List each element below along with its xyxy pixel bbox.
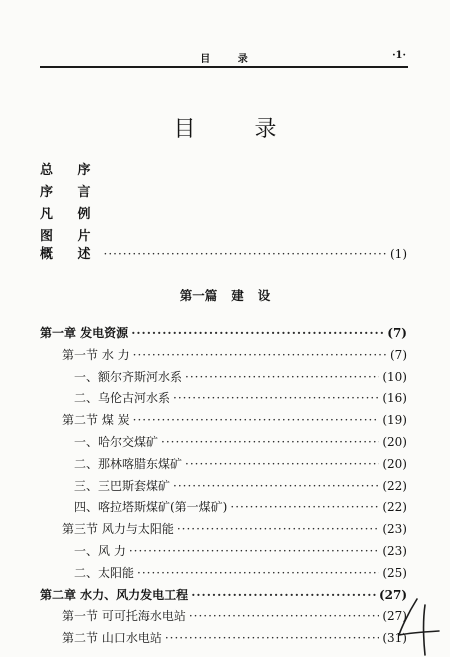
leader-dots: [185, 367, 379, 389]
toc-row: [40, 454, 407, 476]
toc-page: (23): [382, 522, 407, 537]
toc-label: 三、三巴斯套煤矿: [74, 478, 171, 493]
toc-label: 四、喀拉塔斯煤矿(第一煤矿): [74, 500, 228, 515]
part-title-word: 建: [231, 288, 244, 303]
table-of-contents: [40, 323, 407, 650]
toc-row: [40, 628, 407, 650]
front-matter-item: 图 片: [40, 229, 101, 244]
leader-dots: [173, 388, 379, 410]
toc-label: 第三节 风力与太阳能: [62, 522, 174, 537]
leader-dots: [104, 244, 387, 266]
toc-label: 第二节 煤 炭: [62, 413, 130, 428]
toc-page: (16): [382, 391, 407, 406]
leader-dots: [185, 454, 379, 476]
handwritten-page-mark: [395, 595, 445, 657]
running-header: [40, 50, 408, 64]
front-matter-item: 序 言: [40, 185, 101, 200]
toc-label: 一、风 力: [74, 543, 126, 558]
toc-label: 一、额尔齐斯河水系: [74, 369, 183, 384]
leader-dots: [177, 519, 380, 541]
toc-page: (22): [382, 478, 407, 493]
leader-dots: [173, 476, 379, 498]
leader-dots: [137, 563, 379, 585]
running-header-title: 目 录: [200, 54, 260, 65]
toc-row: [40, 606, 407, 628]
toc-label: 第一章 发电资源: [40, 326, 129, 340]
toc-row: [40, 476, 407, 498]
toc-row: [40, 541, 407, 563]
toc-row: [40, 410, 407, 432]
toc-label: 二、太阳能: [74, 565, 135, 580]
toc-row: [40, 497, 407, 519]
toc-row: [40, 432, 407, 454]
leader-dots: [230, 497, 379, 519]
toc-row-overview: [40, 244, 407, 266]
page-title: 目 录: [173, 117, 303, 142]
part-title-prefix: 第一篇: [179, 288, 218, 303]
toc-page: (7): [390, 347, 407, 362]
leader-dots: [161, 432, 379, 454]
toc-page: (23): [382, 543, 407, 558]
toc-row: [40, 563, 407, 585]
toc-label: 二、那林喀腊东煤矿: [74, 456, 183, 471]
toc-page: (20): [382, 456, 407, 471]
toc-page: (19): [382, 413, 407, 428]
toc-page: (20): [382, 434, 407, 449]
toc-page: (10): [382, 369, 407, 384]
front-matter-item: 凡 例: [40, 207, 101, 222]
toc-row: [40, 367, 407, 389]
leader-dots: [191, 585, 376, 607]
leader-dots: [133, 410, 380, 432]
page-number: ·1·: [392, 50, 406, 61]
toc-row: [40, 388, 407, 410]
toc-page: (27): [382, 609, 407, 624]
header-rule: [40, 66, 408, 68]
toc-label: 第一节 可可托海水电站: [62, 609, 186, 624]
leader-dots: [129, 541, 380, 563]
toc-row: [40, 519, 407, 541]
toc-page: (31): [382, 631, 407, 646]
leader-dots: [165, 628, 380, 650]
leader-dots: [133, 345, 387, 367]
toc-label: 第一节 水 力: [62, 347, 130, 362]
part-title: [0, 286, 450, 304]
leader-dots: [131, 323, 384, 345]
leader-dots: [189, 606, 380, 628]
toc-label: 一、哈尔交煤矿: [74, 434, 159, 449]
toc-page: (27): [378, 587, 407, 602]
toc-row: [40, 585, 407, 607]
front-matter-list: [40, 160, 408, 248]
toc-page: (25): [382, 565, 407, 580]
toc-label: 第二章 水力、风力发电工程: [40, 587, 189, 602]
toc-row: [40, 345, 407, 367]
toc-page: (1): [390, 247, 407, 261]
toc-row: [40, 323, 407, 345]
toc-label: 概 述: [40, 247, 101, 262]
front-matter-item: 总 序: [40, 163, 101, 178]
toc-label: 第二节 山口水电站: [62, 631, 162, 646]
toc-page: (22): [382, 500, 407, 515]
toc-label: 二、乌伦古河水系: [74, 391, 171, 406]
part-title-word: 设: [257, 288, 271, 303]
toc-page: (7): [387, 326, 407, 340]
